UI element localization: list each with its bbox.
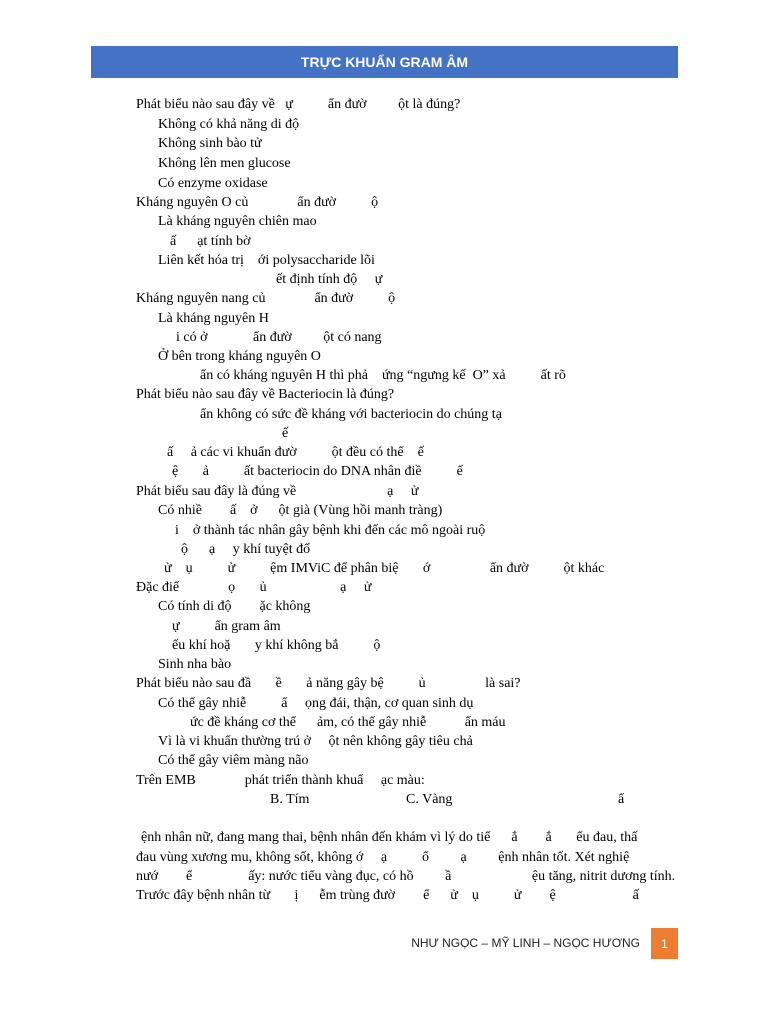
text-line: Ở bên trong kháng nguyên O (158, 349, 321, 364)
text-line: i ở thành tác nhân gây bệnh khi đến các mô ngoài ruộ (175, 523, 486, 538)
text-line: B. Tím (270, 792, 310, 807)
text-line: Có enzyme oxidase (158, 176, 268, 191)
text-line: ết định tính độ ự (276, 272, 383, 287)
text-line: ệ ả ất bacteriocin do DNA nhân điề ế (172, 464, 463, 479)
text-line: ức đề kháng cơ thể ảm, có thể gây nhiễ ẩn máu (190, 715, 506, 730)
text-line: Không lên men glucose (158, 156, 291, 171)
text-line: Phát biểu sau đây là đúng về ạ ử (136, 484, 419, 499)
text-line: Vì là vi khuẩn thường trú ở ột nên không gây tiêu chả (158, 734, 473, 749)
text-line: ẩn không có sức đề kháng với bacteriocin do chúng tạ (200, 407, 502, 422)
page-number-badge (651, 928, 678, 959)
page-number: 1 (661, 936, 668, 951)
text-line: ấ ả các vi khuẩn đườ ột đều có thể ế (167, 445, 424, 460)
text-line: Kháng nguyên nang củ ẩn đườ ộ (136, 291, 396, 306)
text-line: Có nhiề ấ ở ột già (Vùng hồi manh tràng) (158, 503, 443, 518)
text-line: Không sinh bào tử (158, 136, 262, 151)
text-line: Có tính di độ ặc không (158, 599, 311, 614)
text-line: Trước đây bệnh nhân từ ị ễm trùng đườ ể ử ụ ử ệ ấ (136, 888, 639, 903)
footer-authors: NHƯ NGỌC – MỸ LINH – NGỌC HƯƠNG (411, 936, 640, 950)
text-line: ự ẩn gram âm (172, 619, 281, 634)
text-line: ếu khí hoặ y khí không bắ ộ (172, 638, 381, 653)
text-line: Liên kết hóa trị ới polysaccharide lõi (158, 253, 375, 268)
text-line: ệnh nhân nữ, đang mang thai, bệnh nhân đến khám vì lý do tiể ắ ắ ểu đau, thấ (141, 830, 638, 845)
section-title: TRỰC KHUẨN GRAM ÂM (300, 54, 469, 70)
text-line: Kháng nguyên O củ ẩn đườ ộ (136, 195, 379, 210)
text-line: Phát biểu nào sau đây về Bacteriocin là đúng? (136, 387, 395, 402)
text-line: nướ ể ấy: nước tiểu vàng đục, có hồ ầ ệu tăng, nitrit dương tính. (136, 869, 676, 884)
text-line: Không có khả năng di độ (158, 117, 300, 132)
text-line: Có thể gây nhiễ ẩ ọng đái, thận, cơ quan sinh dụ (158, 696, 474, 711)
text-line: ẩn có kháng nguyên H thì phả ứng “ngưng kế O” xả ất rõ (200, 368, 566, 383)
text-line: ế (282, 426, 289, 441)
text-line: C. Vàng (406, 792, 453, 807)
text-line: Phát biểu nào sau đầ ề ả năng gây bệ ủ là sai? (136, 676, 521, 691)
text-line: i có ở ẩn đườ ột có nang (176, 330, 382, 345)
text-line: Có thể gây viêm màng não (158, 753, 309, 768)
text-line: Là kháng nguyên chiên mao (158, 214, 317, 229)
text-line: ấ ạt tính bờ (170, 234, 251, 249)
text-line: ẩ (618, 792, 625, 807)
text-line: Là kháng nguyên H (158, 311, 269, 326)
text-line: ộ ạ y khí tuyệt đố (181, 542, 311, 557)
text-line: Sinh nha bào (158, 657, 232, 672)
text-line: Đặc điể ọ ủ ạ ử (136, 580, 372, 595)
text-line: Trên EMB phát triển thành khuẩ ạc màu: (136, 773, 425, 788)
text-line: ử ụ ử ệm IMViC để phân biệ ớ ẩn đườ ột khác (164, 561, 605, 576)
text-line: Phát biểu nào sau đây về ự ẩn đườ ột là đúng? (136, 97, 461, 112)
text-line: đau vùng xương mu, không sốt, không ớ ạ ổ ạ ệnh nhân tốt. Xét nghiệ (136, 850, 630, 865)
